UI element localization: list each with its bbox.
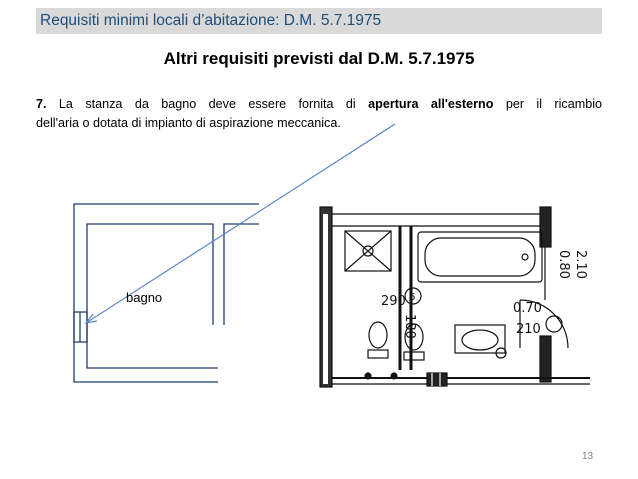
plan-mark: 6 [409,292,416,303]
slide-title: Altri requisiti previsti dal D.M. 5.7.1975 [163,49,475,68]
header-text: Requisiti minimi locali d’abitazione: D.M. 5.7.1975 [40,12,382,29]
floor-plan [320,207,590,387]
page-number: 13 [582,451,594,462]
room-label: bagno [126,290,163,305]
paragraph-text-b: per il ricambio [493,97,602,111]
dim-070: 0.70 [513,301,542,316]
dim-180: 180 [402,314,417,339]
paragraph-number: 7. [36,97,47,111]
dim-080: 0.80 [556,250,571,279]
room-schematic [74,204,259,382]
dim-210: 210 [516,322,541,337]
paragraph-text-c: dell'aria o dotata di impianto di aspirazione meccanica. [36,116,341,130]
dim-290: 290 [381,294,406,309]
dim-210b: 2.10 [573,250,588,279]
paragraph-text-a: La stanza da bagno deve essere fornita di [46,97,369,111]
paragraph-bold: apertura all'esterno [368,97,494,111]
